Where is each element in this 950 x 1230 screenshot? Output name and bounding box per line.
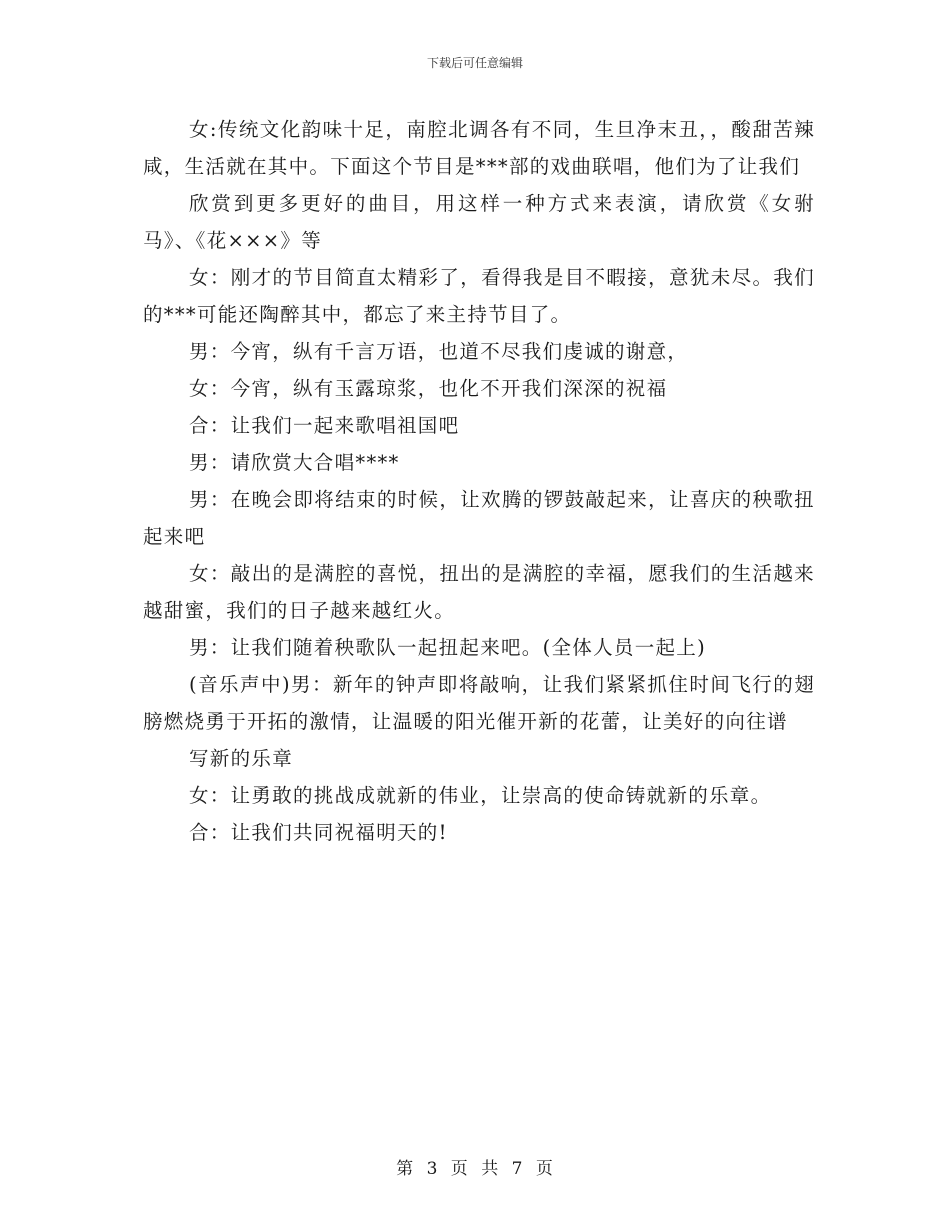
paragraph-12: 写新的乐章 [189, 747, 294, 770]
paragraph-8: 男：在晚会即将结束的时候，让欢腾的锣鼓敲起来，让喜庆的秧歌扭起来吧 [143, 488, 815, 548]
paragraph-11: (音乐声中)男：新年的钟声即将敲响，让我们紧紧抓住时间飞行的翅膀燃烧勇于开拓的激情，让温暖的阳光催开新的花蕾，让美好的向往谱 [143, 673, 815, 733]
paragraph-9: 女：敲出的是满腔的喜悦，扭出的是满腔的幸福，愿我们的生活越来越甜蜜，我们的日子越来越红火。 [143, 562, 815, 622]
paragraph-2: 欣赏到更多更好的曲目，用这样一种方式来表演，请欣赏《女驸马》、《花×××》等 [143, 192, 815, 252]
paragraph-7: 男：请欣赏大合唱**** [189, 451, 400, 474]
page-footer: 第 3 页 共 7 页 [396, 1159, 554, 1179]
paragraph-4: 男：今宵，纵有千言万语，也道不尽我们虔诚的谢意， [189, 340, 689, 363]
document-body [143, 111, 815, 851]
paragraph-3: 女：刚才的节目简直太精彩了，看得我是目不暇接，意犹未尽。我们的***可能还陶醉其中，都忘了来主持节目了。 [143, 266, 815, 326]
paragraph-6: 合：让我们一起来歌唱祖国吧 [189, 414, 460, 437]
page-header: 下载后可任意编辑 [426, 56, 523, 70]
paragraph-1: 女:传统文化韵味十足，南腔北调各有不同，生旦净末丑，，酸甜苦辣咸，生活就在其中。下面这个节目是***部的戏曲联唱，他们为了让我们 [143, 118, 815, 178]
paragraph-14: 合：让我们共同祝福明天的! [189, 821, 448, 844]
paragraph-5: 女：今宵，纵有玉露琼浆，也化不开我们深深的祝福 [189, 377, 668, 400]
paragraph-13: 女：让勇敢的挑战成就新的伟业，让崇高的使命铸就新的乐章。 [189, 784, 772, 807]
paragraph-10: 男：让我们随着秧歌队一起扭起来吧。(全体人员一起上) [189, 636, 707, 659]
